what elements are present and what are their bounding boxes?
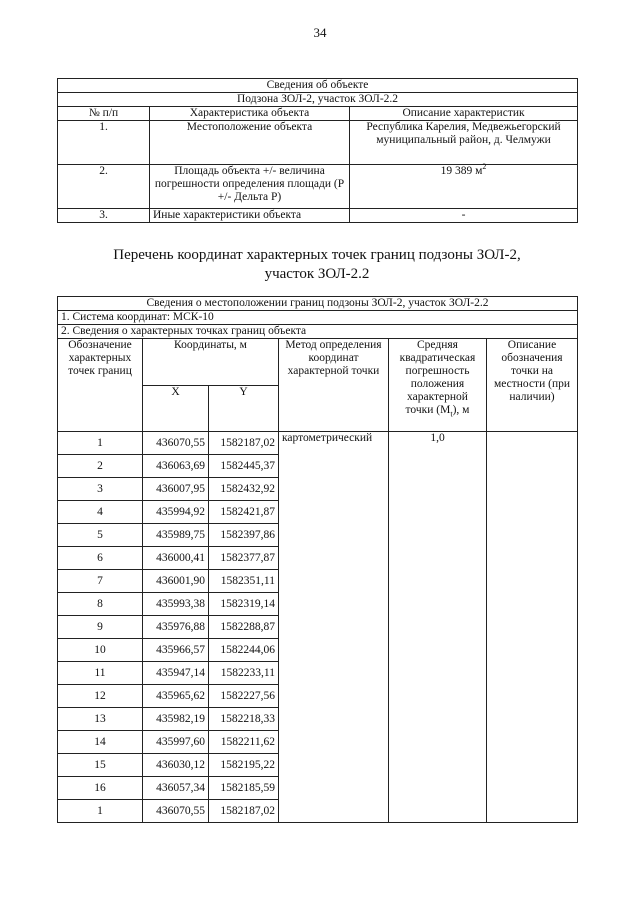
object-table-title: Сведения об объекте	[58, 79, 578, 93]
coord-y: 1582185,59	[209, 777, 279, 800]
coord-x: 435989,75	[143, 524, 209, 547]
row-description	[350, 162, 578, 209]
coord-x: 435947,14	[143, 662, 209, 685]
coord-y: 1582445,37	[209, 455, 279, 478]
coord-x: 435976,88	[143, 616, 209, 639]
coord-x: 435994,92	[143, 501, 209, 524]
header-point: Обозначение характерных точек границ	[58, 339, 143, 432]
row-characteristic: Площадь объекта +/- величина погрешности определения площади (Р +/- Дельта Р)	[150, 165, 350, 209]
row-description: Республика Карелия, Медвежьегорский муниципальный район, д. Челмужи	[350, 121, 578, 165]
point-id: 14	[58, 731, 143, 754]
header-coordinates: Координаты, м	[143, 339, 279, 386]
heading-line-1: Перечень координат характерных точек границ подзоны ЗОЛ-2,	[113, 247, 521, 263]
header-characteristic: Характеристика объекта	[150, 107, 350, 121]
header-y: Y	[209, 385, 279, 432]
object-table-subtitle: Подзона ЗОЛ-2, участок ЗОЛ-2.2	[58, 93, 578, 107]
row-number: 2.	[58, 165, 150, 209]
point-id: 5	[58, 524, 143, 547]
coord-x: 435966,57	[143, 639, 209, 662]
coord-y: 1582244,06	[209, 639, 279, 662]
object-info-table	[57, 78, 578, 223]
coord-y: 1582288,87	[209, 616, 279, 639]
point-id: 4	[58, 501, 143, 524]
point-id: 1	[58, 800, 143, 823]
error-label-tail: ), м	[452, 404, 470, 416]
point-id: 1	[58, 432, 143, 455]
point-id: 7	[58, 570, 143, 593]
header-error	[389, 339, 487, 432]
coord-x: 435997,60	[143, 731, 209, 754]
method-value: картометрический	[279, 432, 389, 823]
coord-y: 1582432,92	[209, 478, 279, 501]
coord-x: 436030,12	[143, 754, 209, 777]
coord-y: 1582187,02	[209, 800, 279, 823]
point-id: 16	[58, 777, 143, 800]
coordinates-heading	[57, 246, 577, 284]
page-number: 34	[313, 25, 327, 40]
point-id: 9	[58, 616, 143, 639]
coord-x: 436070,55	[143, 432, 209, 455]
coord-x: 436000,41	[143, 547, 209, 570]
coord-x: 436057,34	[143, 777, 209, 800]
area-value: 19 389 м	[440, 165, 483, 177]
point-id: 6	[58, 547, 143, 570]
point-id: 11	[58, 662, 143, 685]
coord-y: 1582233,11	[209, 662, 279, 685]
coord-x: 435965,62	[143, 685, 209, 708]
coord-x: 436007,95	[143, 478, 209, 501]
coord-y: 1582218,33	[209, 708, 279, 731]
coord-x: 436063,69	[143, 455, 209, 478]
row-number: 1.	[58, 121, 150, 165]
header-method: Метод определения координат характерной точки	[279, 339, 389, 432]
coordinate-system: 1. Система координат: МСК-10	[58, 311, 578, 325]
coord-x: 435982,19	[143, 708, 209, 731]
coord-y: 1582195,22	[209, 754, 279, 777]
coord-x: 436070,55	[143, 800, 209, 823]
point-description-value	[487, 432, 578, 823]
header-description: Описание характеристик	[350, 107, 578, 121]
coord-y: 1582187,02	[209, 432, 279, 455]
points-section-title: 2. Сведения о характерных точках границ объекта	[58, 325, 578, 339]
error-subscript: t	[450, 409, 453, 419]
heading-line-2: участок ЗОЛ-2.2	[264, 266, 370, 282]
area-unit-superscript: 2	[482, 162, 487, 172]
coord-y: 1582227,56	[209, 685, 279, 708]
error-label: Средняя квадратическая погрешность положения характерной точки (M	[399, 339, 476, 416]
point-id: 10	[58, 639, 143, 662]
header-x: X	[143, 385, 209, 432]
point-id: 8	[58, 593, 143, 616]
row-characteristic: Иные характеристики объекта	[150, 209, 350, 223]
coord-y: 1582351,11	[209, 570, 279, 593]
point-id: 13	[58, 708, 143, 731]
row-description: -	[350, 209, 578, 223]
error-value: 1,0	[389, 432, 487, 823]
point-id: 15	[58, 754, 143, 777]
coords-table-title: Сведения о местоположении границ подзоны ЗОЛ-2, участок ЗОЛ-2.2	[58, 297, 578, 311]
point-id: 3	[58, 478, 143, 501]
coordinates-table	[57, 296, 578, 823]
point-id: 12	[58, 685, 143, 708]
table-row	[58, 432, 578, 455]
coord-y: 1582421,87	[209, 501, 279, 524]
header-point-description: Описание обозначения точки на местности (при наличии)	[487, 339, 578, 432]
coord-x: 436001,90	[143, 570, 209, 593]
row-number: 3.	[58, 209, 150, 223]
coord-y: 1582377,87	[209, 547, 279, 570]
coord-x: 435993,38	[143, 593, 209, 616]
coord-y: 1582397,86	[209, 524, 279, 547]
point-id: 2	[58, 455, 143, 478]
row-characteristic: Местоположение объекта	[150, 121, 350, 165]
header-number: № п/п	[58, 107, 150, 121]
coord-y: 1582319,14	[209, 593, 279, 616]
coord-y: 1582211,62	[209, 731, 279, 754]
